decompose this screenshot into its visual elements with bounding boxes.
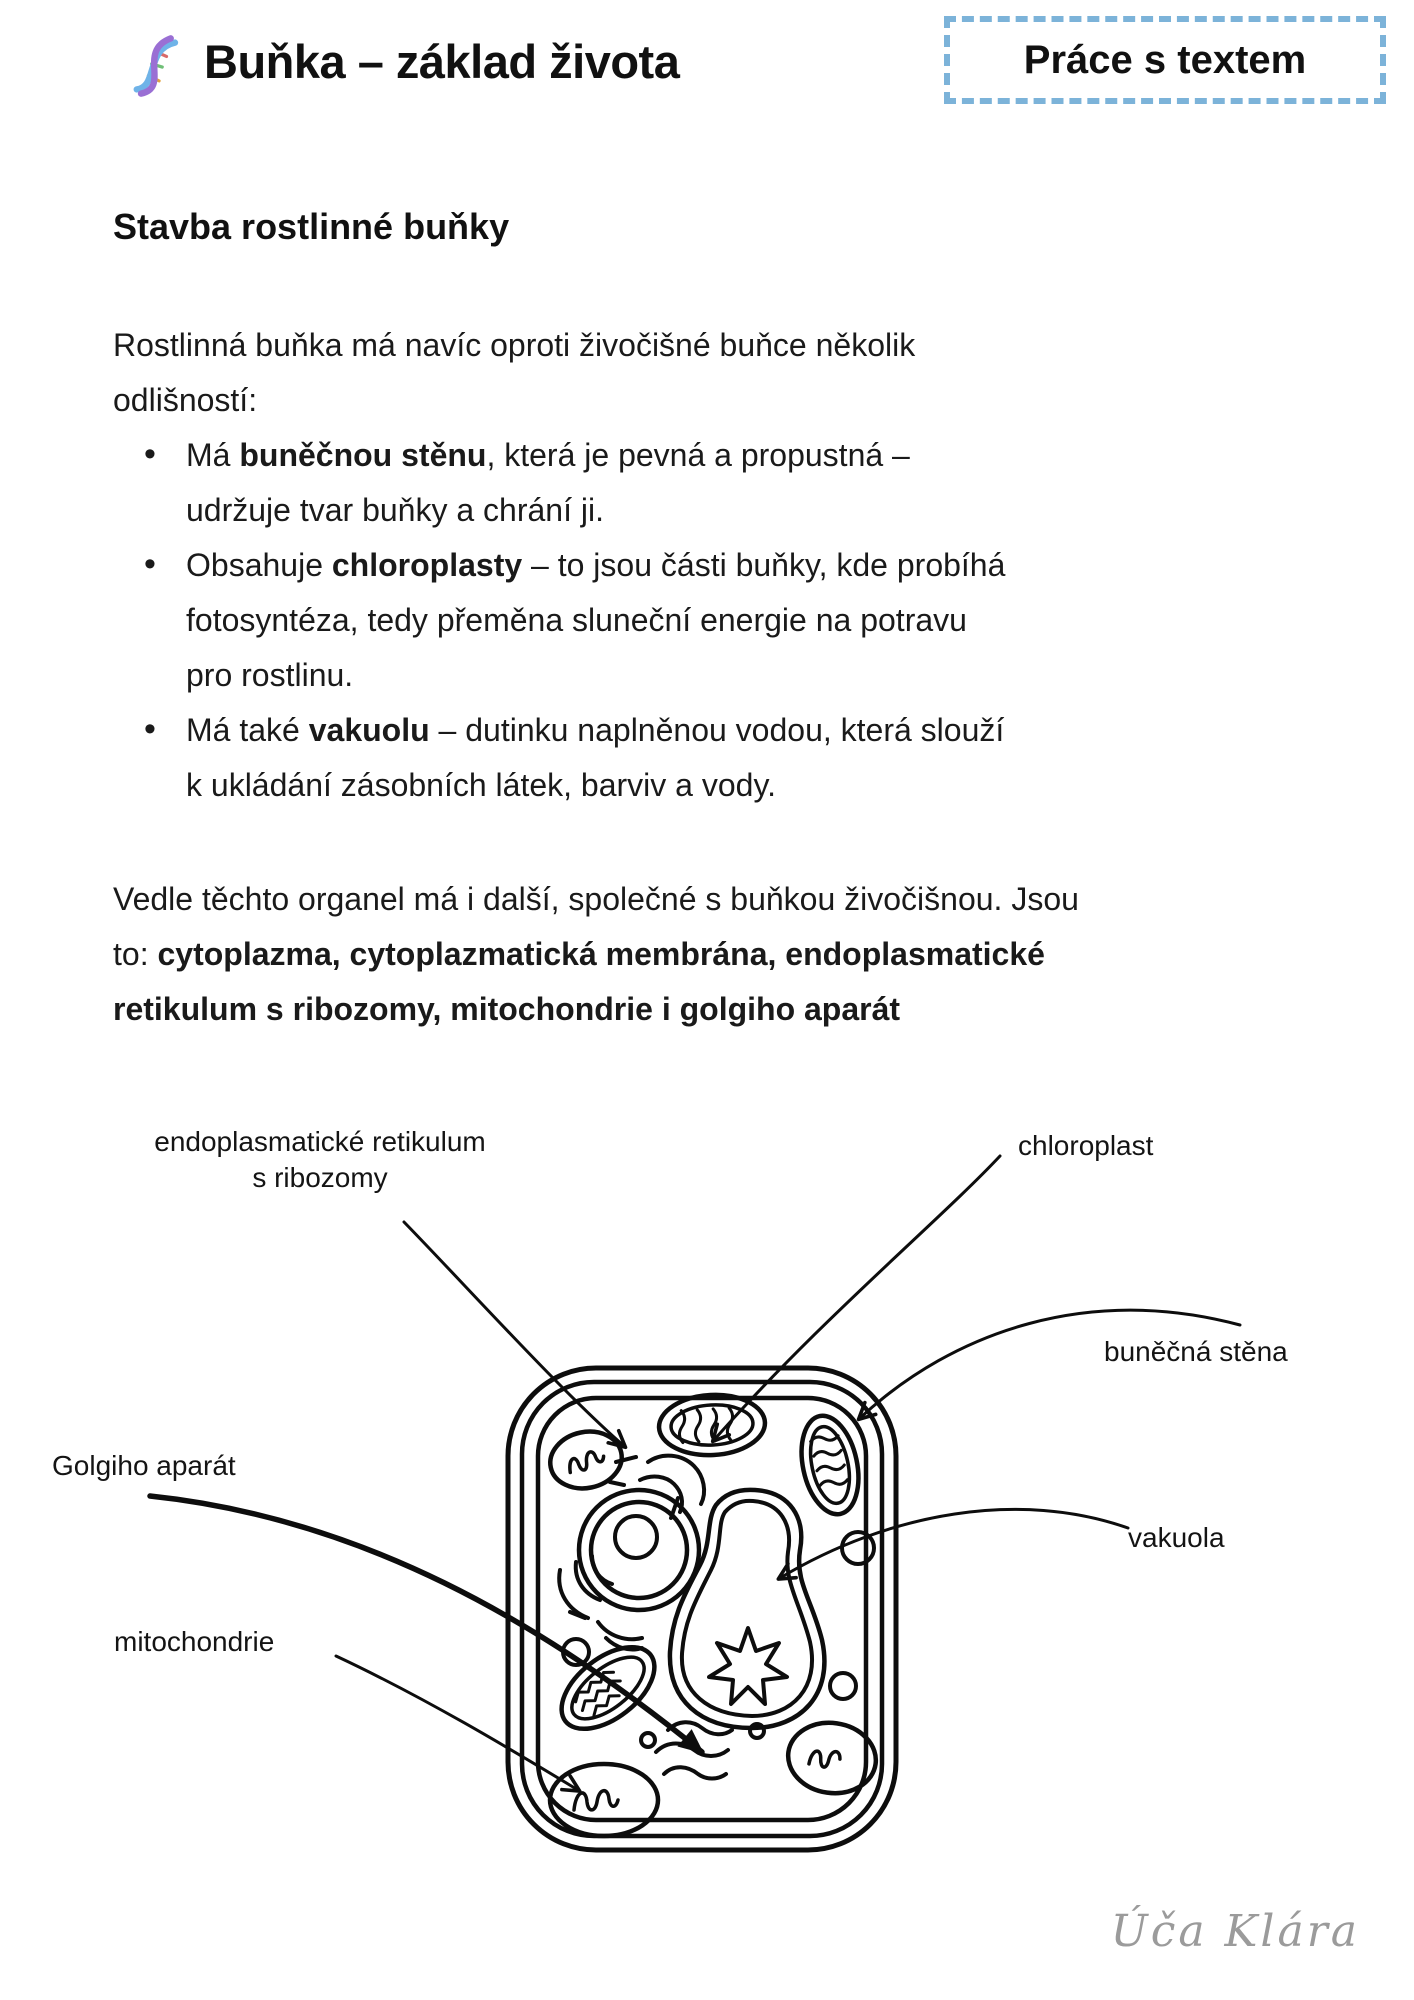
bullet-item: • Má také vakuolu – dutinku naplněnou vodou, která slouží k ukládání zásobních látek, barviv a vody. (142, 703, 1012, 813)
label-golgi-apparatus: Golgiho aparát (52, 1450, 236, 1481)
mitochondrion-bottom-left (550, 1764, 658, 1836)
label-mitochondria: mitochondrie (114, 1626, 275, 1657)
golgi-apparatus (656, 1722, 732, 1778)
vacuole-star (709, 1628, 787, 1704)
author-signature: Úča Klára (1110, 1906, 1360, 1957)
er-arrow (404, 1222, 624, 1446)
label-chloroplast: chloroplast (1018, 1130, 1154, 1161)
label-endoplasmic-reticulum: endoplasmatické retikulum s ribozomy (154, 1126, 486, 1193)
bullet-item: • Obsahuje chloroplasty – to jsou části buňky, kde probíhá fotosyntéza, tedy přeměna sluneční energie na potravu pro rostlinu. (142, 538, 1012, 703)
outro-paragraph: Vedle těchto organel má i další, společné s buňkou živočišnou. Jsou to: cytoplazma, cytoplazmatická membrána, endoplasmatické retikulum s ribozomy, mitochondrie i golgiho aparát (113, 881, 1079, 1027)
label-vacuole: vakuola (1128, 1522, 1225, 1553)
label-cell-wall: buněčná stěna (1104, 1336, 1288, 1367)
vacuole-arrow (780, 1509, 1128, 1578)
plant-cell-diagram (0, 1100, 1414, 1910)
section-heading: Stavba rostlinné buňky (113, 206, 510, 247)
mitochondria-arrow (336, 1656, 578, 1790)
page-title: Buňka – základ života (204, 35, 680, 88)
dna-icon (124, 32, 192, 100)
bullet-list (142, 428, 1012, 813)
intro-paragraph: Rostlinná buňka má navíc oproti živočišné buňce několik odlišností: (113, 327, 916, 418)
bullet-item: • Má buněčnou stěnu, která je pevná a propustná – udržuje tvar buňky a chrání ji. (142, 428, 1012, 538)
badge-label: Práce s textem (1023, 37, 1307, 82)
worksheet-type-badge (944, 16, 1386, 104)
